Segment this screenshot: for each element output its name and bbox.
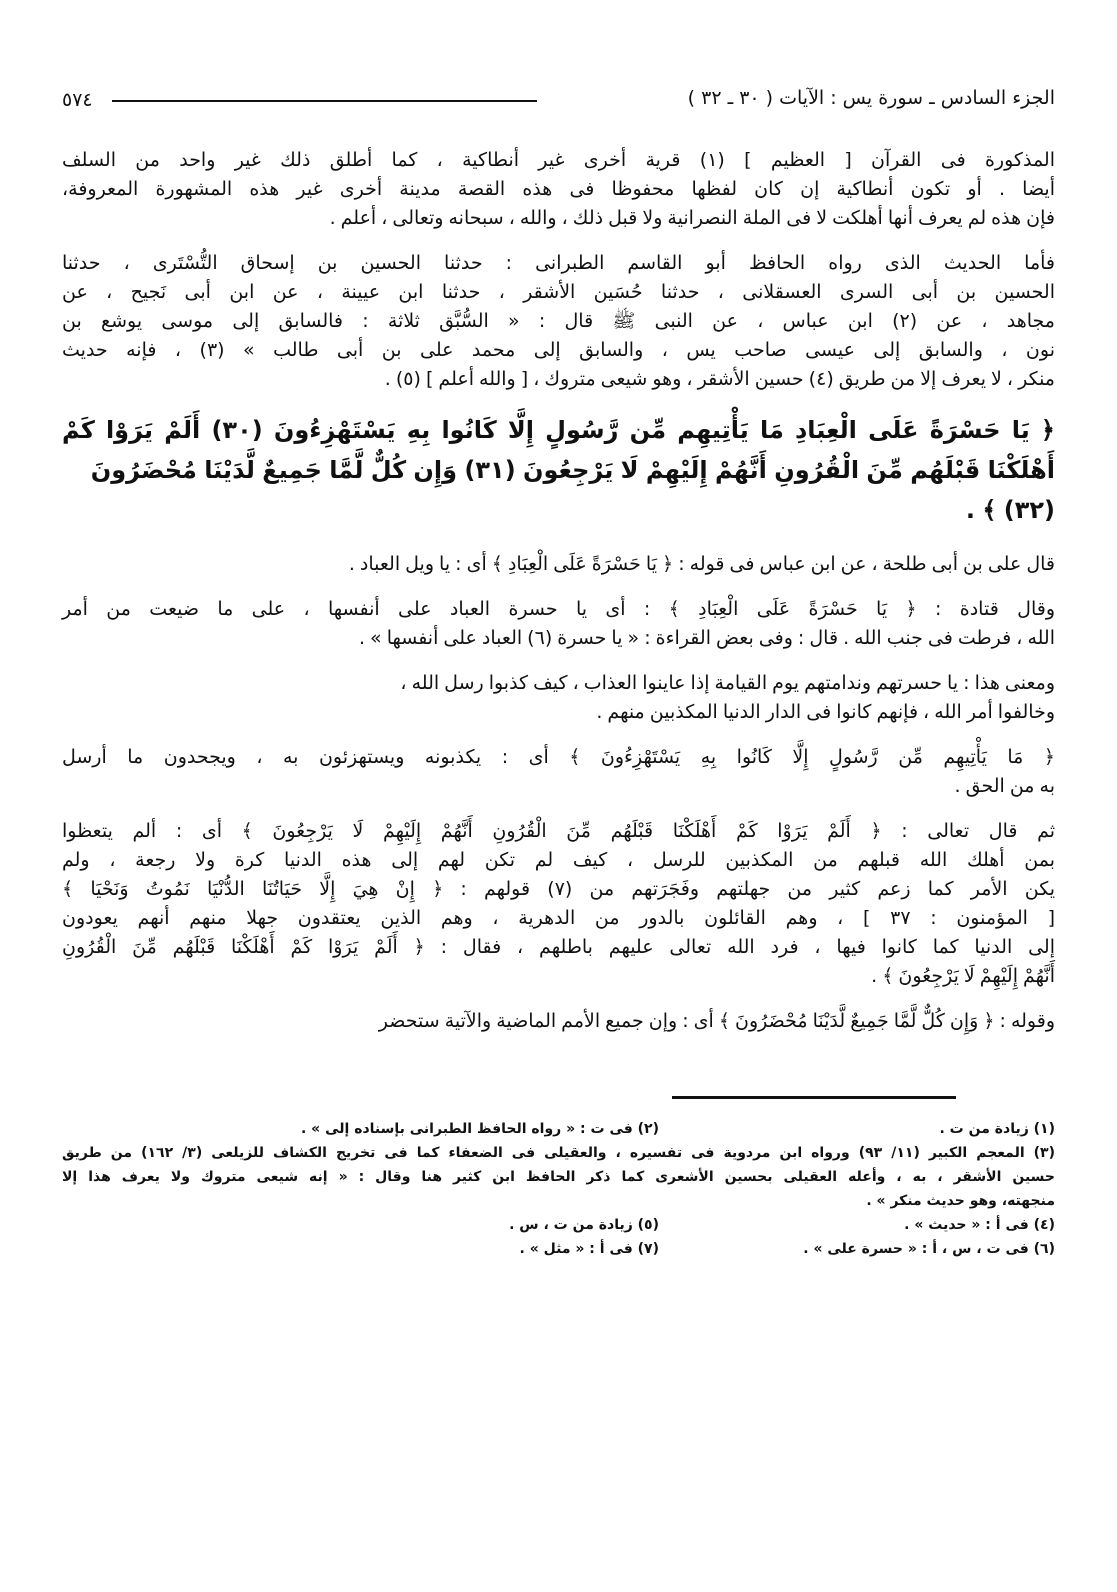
text-line: ﴿ مَا يَأْتِيهِم مِّن رَّسُولٍ إِلَّا كَانُوا بِهِ يَسْتَهْزِءُونَ ﴾ أى : يكذبونه ويستهزئون به ، ويجحدون ما أرسل (62, 746, 1055, 768)
footnote-rule (672, 1096, 956, 1099)
text-line: به من الحق . (954, 775, 1055, 797)
text-line: وقوله : ﴿ وَإِن كُلٌّ لَّمَّا جَمِيعٌ لَّدَيْنَا مُحْضَرُونَ ﴾ أى : وإن جميع الأمم الماضية والآتية ستحضر (378, 1010, 1055, 1032)
footnote: حسين الأشقر ، به ، وأعله العقيلى بحسين الأشعرى كما ذكر الحافظ ابن كثير هنا وقال : « إنه شيعى متروك ولا يعرف هذا إلا (62, 1169, 1055, 1185)
paragraph (62, 550, 1055, 579)
quran-verse (62, 410, 1055, 530)
paragraph (62, 669, 1055, 727)
text-line: الحسين بن أبى السرى العسقلانى ، حدثنا حُسَين الأشقر ، حدثنا ابن عيينة ، عن ابن أبى نَجيح ، عن (62, 281, 1055, 303)
text-line: أيضا . أو تكون أنطاكية إن كان لفظها محفوظا فى هذه القصة مدينة أخرى غير هذه المشهورة المعروفة، (62, 178, 1055, 200)
text-line: نون ، والسابق إلى عيسى صاحب يس ، والسابق إلى محمد على بن أبى طالب » (٣) ، فإنه حديث (62, 339, 1055, 361)
footnotes (62, 1117, 1055, 1261)
text-line: ومعنى هذا : يا حسرتهم وندامتهم يوم القيامة إذا عاينوا العذاب ، كيف كذبوا رسل الله ، (400, 672, 1055, 694)
paragraph (62, 146, 1055, 233)
page-number: ٥٧٤ (62, 89, 93, 111)
header-rule (112, 100, 537, 102)
text-line: قال على بن أبى طلحة ، عن ابن عباس فى قوله : ﴿ يَا حَسْرَةً عَلَى الْعِبَادِ ﴾ أى : يا ويل العباد . (348, 553, 1055, 575)
footnote-row (62, 1117, 1055, 1141)
footnote-row (62, 1237, 1055, 1261)
footnote: (٥) زيادة من ت ، س . (509, 1217, 659, 1233)
text-line: وخالفوا أمر الله ، فإنهم كانوا فى الدار الدنيا المكذبين منهم . (596, 701, 1055, 723)
main-text (62, 140, 1055, 1036)
quran-verse-line: ﴿ يَا حَسْرَةً عَلَى الْعِبَادِ مَا يَأْتِيهِم مِّن رَّسُولٍ إِلَّا كَانُوا بِهِ يَسْتَهْزِءُونَ (٣٠) أَلَمْ يَرَوْا كَمْ (62, 416, 1055, 444)
footnote: (١) زيادة من ت . (939, 1121, 1055, 1137)
text-line: منكر ، لا يعرف إلا من طريق (٤) حسين الأشقر ، وهو شيعى متروك ، [ والله أعلم ] (٥) . (384, 368, 1055, 390)
text-line: وقال قتادة : ﴿ يَا حَسْرَةً عَلَى الْعِبَادِ ﴾ : أى يا حسرة العباد على أنفسها ، على ما ضيعت من أمر (62, 598, 1055, 620)
footnote: (٢) فى ت : « رواه الحافظ الطبرانى بإسناده إلى » . (300, 1121, 659, 1137)
footnote: (٦) فى ت ، س ، أ : « حسرة على » . (803, 1241, 1055, 1257)
text-line: فإن هذه لم يعرف أنها أهلكت لا فى الملة النصرانية ولا قبل ذلك ، والله ، سبحانه وتعالى ، أعلم . (329, 207, 1055, 229)
paragraph (62, 1007, 1055, 1036)
running-title: الجزء السادس ـ سورة يس : الآيات ( ٣٠ ـ ٣٢ ) (687, 87, 1055, 109)
text-line: الله ، فرطت فى جنب الله . قال : وفى بعض القراءة : « يا حسرة (٦) العباد على أنفسها » . (358, 627, 1055, 649)
text-line: يكن الأمر كما زعم كثير من جهلتهم وفَجَرَتهم من (٧) قولهم : ﴿ إِنْ هِيَ إِلَّا حَيَاتُنَا الدُّنْيَا نَمُوتُ وَنَحْيَا ﴾ (62, 878, 1056, 900)
page-header (62, 0, 1055, 140)
quran-verse-line: أَهْلَكْنَا قَبْلَهُم مِّنَ الْقُرُونِ أَنَّهُمْ إِلَيْهِمْ لَا يَرْجِعُونَ (٣١) وَإِن كُلٌّ لَّمَّا جَمِيعٌ لَّدَيْنَا مُحْضَرُونَ (٣٢) ﴾ . (90, 456, 1055, 524)
text-line: بمن أهلك الله قبلهم من المكذبين للرسل ، كيف لم تكن لهم إلى هذه الدنيا كرة ولا رجعة ، ولم (62, 849, 1055, 871)
paragraph (62, 595, 1055, 653)
footnote-row (62, 1213, 1055, 1237)
text-line: فأما الحديث الذى رواه الحافظ أبو القاسم الطبرانى : حدثنا الحسين بن إسحاق التُّسْتَرى ، حدثنا (62, 252, 1055, 274)
text-line: إلى الدنيا كما كانوا فيها ، فرد الله تعالى عليهم باطلهم ، فقال : ﴿ أَلَمْ يَرَوْا كَمْ أَهْلَكْنَا قَبْلَهُم مِّنَ الْقُرُونِ (62, 936, 1055, 958)
text-line: المذكورة فى القرآن [ العظيم ] (١) قرية أخرى غير أنطاكية ، كما أطلق ذلك غير واحد من السلف (62, 149, 1055, 171)
paragraph (62, 743, 1055, 801)
text-line: ثم قال تعالى : ﴿ أَلَمْ يَرَوْا كَمْ أَهْلَكْنَا قَبْلَهُم مِّنَ الْقُرُونِ أَنَّهُمْ إِلَيْهِمْ لَا يَرْجِعُونَ ﴾ أى : ألم يتعظوا (62, 820, 1055, 842)
footnote: (٧) فى أ : « مثل » . (519, 1241, 659, 1257)
text-line: أَنَّهُمْ إِلَيْهِمْ لَا يَرْجِعُونَ ﴾ . (871, 965, 1055, 987)
footnote: (٣) المعجم الكبير (١١/ ٩٣) ورواه ابن مردوية فى تفسيره ، والعقيلى فى الضعفاء كما فى تخريج الكشاف للزيلعى (٣/ ١٦٢) من طريق (62, 1145, 1055, 1161)
text-line: [ المؤمنون : ٣٧ ] ، وهم القائلون بالدور من الدهرية ، وهم الذين يعتقدون جهلا منهم أنهم يعودون (62, 907, 1055, 929)
text-line: مجاهد ، عن (٢) ابن عباس ، عن النبى ﷺ قال : « السُّبَّق ثلاثة : فالسابق إلى موسى يوشع بن (62, 310, 1055, 332)
footnote: منجهته، وهو حديث منكر » . (866, 1193, 1055, 1209)
footnote: (٤) فى أ : « حديث » . (904, 1217, 1055, 1233)
paragraph (62, 817, 1055, 991)
paragraph (62, 249, 1055, 394)
